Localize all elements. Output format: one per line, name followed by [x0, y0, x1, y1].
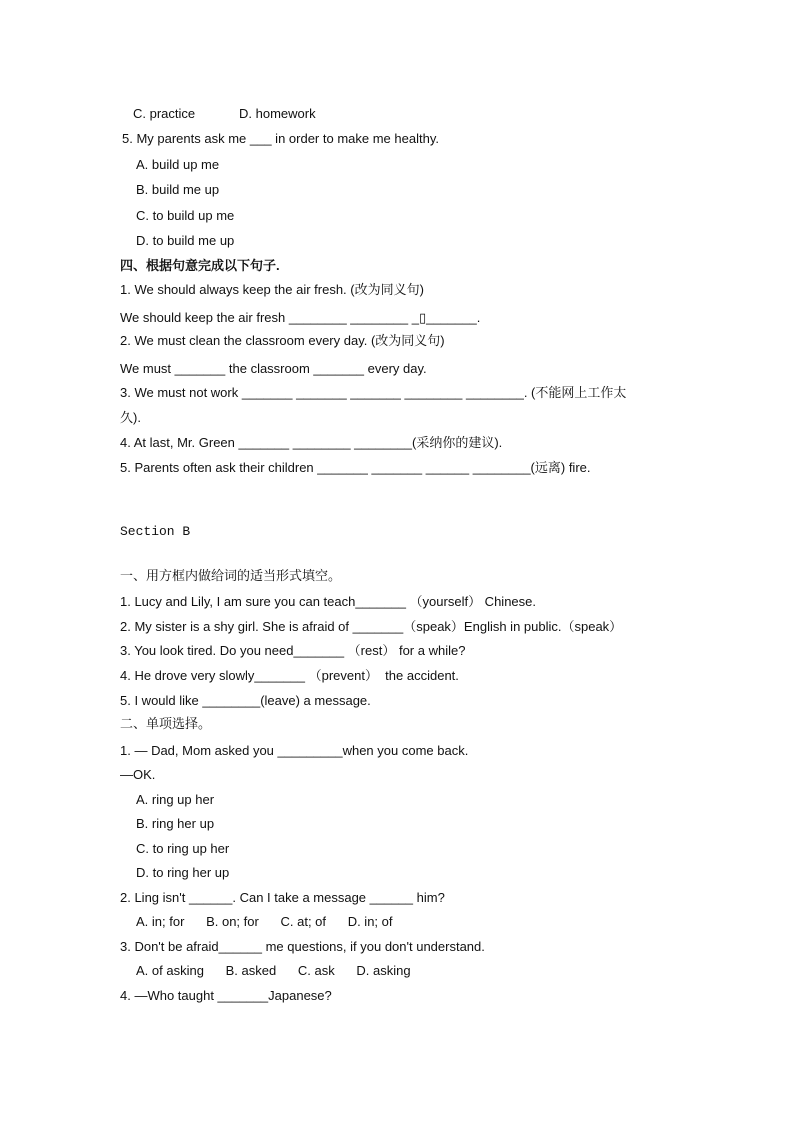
fill-question-3: 3. You look tired. Do you need_______ （rest） for a while? — [120, 643, 466, 658]
s4-question-3-cont: 久). — [120, 410, 141, 425]
s4-question-5: 5. Parents often ask their children _______ _______ ______ ________(远离) fire. — [120, 460, 591, 475]
s4-answer-line-1: We should keep the air fresh ________ ________ _▯_______. — [120, 310, 481, 325]
s4-question-3: 3. We must not work _______ _______ _______ ________ ________. (不能网上工作太 — [120, 385, 627, 400]
s4-answer-line-2: We must _______ the classroom _______ every day. — [120, 361, 427, 376]
question-5: 5. My parents ask me ___ in order to make me healthy. — [122, 131, 439, 146]
fill-question-2: 2. My sister is a shy girl. She is afraid of _______（speak）English in public.（speak） — [120, 619, 623, 634]
mc-question-2: 2. Ling isn't ______. Can I take a message ______ him? — [120, 890, 445, 905]
s4-question-1: 1. We should always keep the air fresh. (改为同义句) — [120, 282, 424, 297]
mc3-options: A. of asking B. asked C. ask D. asking — [136, 963, 411, 978]
section-b-title: Section B — [120, 524, 191, 539]
mc-question-3: 3. Don't be afraid______ me questions, if you don't understand. — [120, 939, 485, 954]
fill-question-5: 5. I would like ________(leave) a message. — [120, 693, 371, 708]
s4-question-4: 4. At last, Mr. Green _______ ________ ________(采纳你的建议). — [120, 435, 503, 450]
mc-question-1-reply: —OK. — [120, 767, 156, 782]
section-4-heading: 四、根据句意完成以下句子. — [120, 258, 280, 273]
option-c-practice: C. practice — [133, 106, 196, 121]
q5-option-a: A. build up me — [136, 157, 220, 172]
mc1-option-d: D. to ring her up — [136, 865, 230, 880]
fill-question-1: 1. Lucy and Lily, I am sure you can teach_______ （yourself） Chinese. — [120, 594, 536, 609]
fill-question-4: 4. He drove very slowly_______ （prevent） the accident. — [120, 668, 459, 683]
option-d-homework: D. homework — [239, 106, 316, 121]
mc1-option-b: B. ring her up — [136, 816, 215, 831]
q5-option-d: D. to build me up — [136, 233, 235, 248]
mc1-option-c: C. to ring up her — [136, 841, 230, 856]
q5-option-c: C. to build up me — [136, 208, 235, 223]
mc1-option-a: A. ring up her — [136, 792, 215, 807]
mc2-options: A. in; for B. on; for C. at; of D. in; of — [136, 914, 393, 929]
part-1-heading: 一、用方框内做给词的适当形式填空。 — [120, 568, 342, 583]
s4-question-2: 2. We must clean the classroom every day. (改为同义句) — [120, 333, 445, 348]
mc-question-4: 4. —Who taught _______Japanese? — [120, 988, 332, 1003]
q5-option-b: B. build me up — [136, 182, 220, 197]
mc-question-1: 1. — Dad, Mom asked you _________when you come back. — [120, 743, 469, 758]
part-2-heading: 二、单项选择。 — [120, 716, 212, 731]
